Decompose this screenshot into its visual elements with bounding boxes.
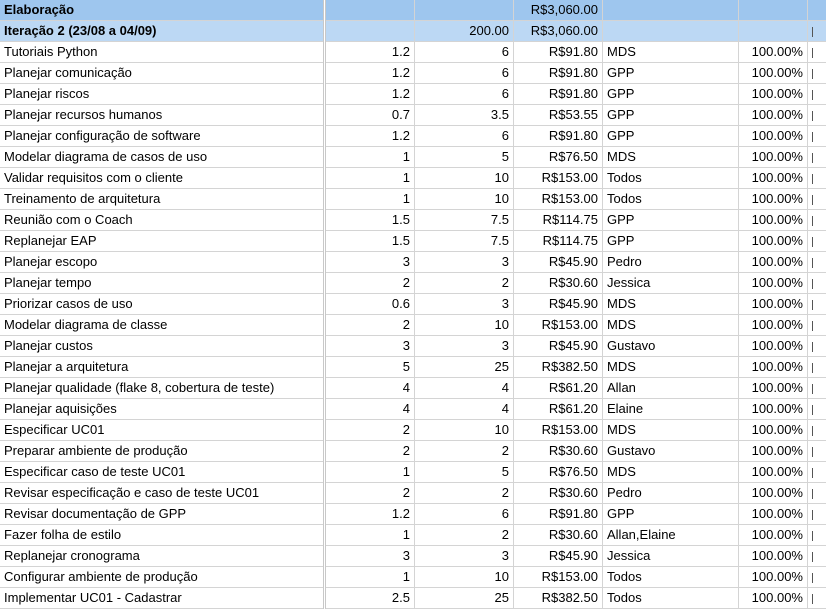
progress-cell[interactable]: 100.00% <box>739 294 808 315</box>
hours-cell[interactable]: 25 <box>415 588 514 609</box>
edge-cell[interactable] <box>808 504 826 525</box>
progress-cell[interactable]: 100.00% <box>739 420 808 441</box>
task-row <box>0 42 826 63</box>
hours-cell[interactable]: 10 <box>415 315 514 336</box>
assignee-cell[interactable]: Elaine <box>603 399 739 420</box>
edge-cell[interactable] <box>808 378 826 399</box>
edge-cell[interactable] <box>808 231 826 252</box>
iteration-label-cell[interactable]: Iteração 2 (23/08 a 04/09) <box>0 21 325 42</box>
cost-cell[interactable]: R$30.60 <box>514 441 603 462</box>
hours-cell[interactable]: 3 <box>415 546 514 567</box>
edge-cell[interactable] <box>808 147 826 168</box>
task-row <box>0 588 826 609</box>
assignee-cell[interactable]: GPP <box>603 84 739 105</box>
effort-cell[interactable]: 2 <box>325 483 415 504</box>
hours-cell[interactable]: 2 <box>415 273 514 294</box>
cost-cell[interactable]: R$91.80 <box>514 84 603 105</box>
effort-cell[interactable]: 3 <box>325 336 415 357</box>
task-name-cell[interactable]: Modelar diagrama de classe <box>0 315 325 336</box>
assignee-cell[interactable]: Todos <box>603 567 739 588</box>
cost-cell[interactable]: R$76.50 <box>514 147 603 168</box>
assignee-cell[interactable]: Gustavo <box>603 336 739 357</box>
progress-cell[interactable]: 100.00% <box>739 63 808 84</box>
progress-cell[interactable]: 100.00% <box>739 252 808 273</box>
effort-cell[interactable]: 2 <box>325 315 415 336</box>
assignee-cell[interactable]: GPP <box>603 231 739 252</box>
edge-cell[interactable] <box>808 546 826 567</box>
cell-edge-marker <box>812 573 813 583</box>
assignee-cell[interactable]: Todos <box>603 588 739 609</box>
task-name-cell[interactable]: Reunião com o Coach <box>0 210 325 231</box>
cell-edge-marker <box>812 342 813 352</box>
task-name-cell[interactable]: Planejar a arquitetura <box>0 357 325 378</box>
cell-edge-marker <box>812 321 813 331</box>
cell-edge-marker <box>812 531 813 541</box>
task-row <box>0 504 826 525</box>
cost-cell[interactable]: R$45.90 <box>514 546 603 567</box>
task-row <box>0 462 826 483</box>
effort-cell[interactable]: 1 <box>325 189 415 210</box>
effort-cell[interactable]: 1 <box>325 147 415 168</box>
hours-cell[interactable]: 4 <box>415 378 514 399</box>
hours-cell[interactable]: 6 <box>415 126 514 147</box>
progress-cell[interactable]: 100.00% <box>739 483 808 504</box>
edge-cell[interactable] <box>808 273 826 294</box>
hours-cell[interactable]: 10 <box>415 567 514 588</box>
task-row <box>0 168 826 189</box>
cell-edge-marker <box>812 510 813 520</box>
cost-cell[interactable]: R$153.00 <box>514 420 603 441</box>
hours-cell[interactable]: 2 <box>415 525 514 546</box>
empty-cell[interactable] <box>808 0 826 21</box>
progress-cell[interactable]: 100.00% <box>739 546 808 567</box>
task-name-cell[interactable]: Implementar UC01 - Cadastrar <box>0 588 325 609</box>
cost-cell[interactable]: R$45.90 <box>514 336 603 357</box>
phase-label-cell[interactable]: Elaboração <box>0 0 325 21</box>
edge-cell[interactable] <box>808 357 826 378</box>
cost-cell[interactable]: R$91.80 <box>514 126 603 147</box>
task-row <box>0 567 826 588</box>
edge-cell[interactable] <box>808 525 826 546</box>
task-row <box>0 441 826 462</box>
edge-cell[interactable] <box>808 441 826 462</box>
progress-cell[interactable]: 100.00% <box>739 504 808 525</box>
task-name-cell[interactable]: Revisar documentação de GPP <box>0 504 325 525</box>
edge-cell[interactable] <box>808 105 826 126</box>
task-name-cell[interactable]: Tutoriais Python <box>0 42 325 63</box>
cell-edge-marker <box>812 195 813 205</box>
progress-cell[interactable]: 100.00% <box>739 210 808 231</box>
assignee-cell[interactable]: MDS <box>603 462 739 483</box>
cost-cell[interactable]: R$45.90 <box>514 294 603 315</box>
edge-cell[interactable] <box>808 168 826 189</box>
empty-cell[interactable] <box>325 21 415 42</box>
assignee-cell[interactable]: Pedro <box>603 483 739 504</box>
empty-cell[interactable] <box>603 21 739 42</box>
effort-cell[interactable]: 5 <box>325 357 415 378</box>
task-row <box>0 63 826 84</box>
task-name-cell[interactable]: Validar requisitos com o cliente <box>0 168 325 189</box>
task-name-cell[interactable]: Planejar comunicação <box>0 63 325 84</box>
cell-edge-marker <box>812 468 813 478</box>
hours-cell[interactable]: 6 <box>415 84 514 105</box>
cost-cell[interactable]: R$30.60 <box>514 525 603 546</box>
task-name-cell[interactable]: Priorizar casos de uso <box>0 294 325 315</box>
edge-cell[interactable] <box>808 462 826 483</box>
iteration-total-cell[interactable]: R$3,060.00 <box>514 21 603 42</box>
cost-cell[interactable]: R$91.80 <box>514 42 603 63</box>
effort-cell[interactable]: 1.2 <box>325 504 415 525</box>
assignee-cell[interactable]: GPP <box>603 210 739 231</box>
task-name-cell[interactable]: Replanejar cronograma <box>0 546 325 567</box>
cell-edge-marker <box>812 384 813 394</box>
effort-cell[interactable]: 0.7 <box>325 105 415 126</box>
task-row <box>0 420 826 441</box>
task-row <box>0 336 826 357</box>
effort-cell[interactable]: 4 <box>325 399 415 420</box>
effort-cell[interactable]: 1 <box>325 525 415 546</box>
edge-cell[interactable] <box>808 84 826 105</box>
assignee-cell[interactable]: Jessica <box>603 546 739 567</box>
hours-cell[interactable]: 6 <box>415 63 514 84</box>
task-name-cell[interactable]: Planejar tempo <box>0 273 325 294</box>
empty-cell[interactable] <box>325 0 415 21</box>
task-row <box>0 315 826 336</box>
progress-cell[interactable]: 100.00% <box>739 588 808 609</box>
cost-cell[interactable]: R$30.60 <box>514 273 603 294</box>
assignee-cell[interactable]: MDS <box>603 147 739 168</box>
assignee-cell[interactable]: Todos <box>603 189 739 210</box>
edge-cell[interactable] <box>808 336 826 357</box>
assignee-cell[interactable]: MDS <box>603 294 739 315</box>
task-name-cell[interactable]: Planejar qualidade (flake 8, cobertura de teste) <box>0 378 325 399</box>
task-name-cell[interactable]: Planejar aquisições <box>0 399 325 420</box>
task-row <box>0 147 826 168</box>
cell-edge-marker <box>812 552 813 562</box>
edge-cell[interactable] <box>808 189 826 210</box>
progress-cell[interactable]: 100.00% <box>739 399 808 420</box>
cost-cell[interactable]: R$153.00 <box>514 567 603 588</box>
cost-cell[interactable]: R$114.75 <box>514 231 603 252</box>
progress-cell[interactable]: 100.00% <box>739 336 808 357</box>
hours-cell[interactable]: 3 <box>415 336 514 357</box>
hours-cell[interactable]: 5 <box>415 147 514 168</box>
cost-cell[interactable]: R$91.80 <box>514 504 603 525</box>
hours-cell[interactable]: 3 <box>415 252 514 273</box>
cell-edge-marker <box>812 489 813 499</box>
iteration-hours-cell[interactable]: 200.00 <box>415 21 514 42</box>
assignee-cell[interactable]: Jessica <box>603 273 739 294</box>
task-name-cell[interactable]: Planejar riscos <box>0 84 325 105</box>
empty-cell[interactable] <box>739 21 808 42</box>
hours-cell[interactable]: 5 <box>415 462 514 483</box>
progress-cell[interactable]: 100.00% <box>739 189 808 210</box>
effort-cell[interactable]: 4 <box>325 378 415 399</box>
task-name-cell[interactable]: Treinamento de arquitetura <box>0 189 325 210</box>
progress-cell[interactable]: 100.00% <box>739 315 808 336</box>
progress-cell[interactable]: 100.00% <box>739 378 808 399</box>
cost-cell[interactable]: R$382.50 <box>514 588 603 609</box>
phase-row <box>0 0 826 21</box>
hours-cell[interactable]: 6 <box>415 42 514 63</box>
progress-cell[interactable]: 100.00% <box>739 147 808 168</box>
edge-cell[interactable] <box>808 294 826 315</box>
task-row <box>0 210 826 231</box>
cost-cell[interactable]: R$45.90 <box>514 252 603 273</box>
progress-cell[interactable]: 100.00% <box>739 567 808 588</box>
effort-cell[interactable]: 1.2 <box>325 42 415 63</box>
progress-cell[interactable]: 100.00% <box>739 126 808 147</box>
cost-cell[interactable]: R$91.80 <box>514 63 603 84</box>
cell-edge-marker <box>812 447 813 457</box>
cell-edge-marker <box>812 90 813 100</box>
hours-cell[interactable]: 4 <box>415 399 514 420</box>
cell-edge-marker <box>812 426 813 436</box>
cost-cell[interactable]: R$382.50 <box>514 357 603 378</box>
cell-edge-marker <box>812 174 813 184</box>
progress-cell[interactable]: 100.00% <box>739 84 808 105</box>
task-row <box>0 525 826 546</box>
effort-cell[interactable]: 2 <box>325 273 415 294</box>
cost-cell[interactable]: R$61.20 <box>514 399 603 420</box>
task-name-cell[interactable]: Modelar diagrama de casos de uso <box>0 147 325 168</box>
effort-cell[interactable]: 2 <box>325 441 415 462</box>
cell-edge-marker <box>812 132 813 142</box>
assignee-cell[interactable]: Todos <box>603 168 739 189</box>
task-row <box>0 189 826 210</box>
effort-cell[interactable]: 1.2 <box>325 126 415 147</box>
hours-cell[interactable]: 10 <box>415 420 514 441</box>
effort-cell[interactable]: 1.5 <box>325 210 415 231</box>
assignee-cell[interactable]: GPP <box>603 126 739 147</box>
assignee-cell[interactable]: MDS <box>603 420 739 441</box>
cell-edge-marker <box>812 405 813 415</box>
hours-cell[interactable]: 7.5 <box>415 210 514 231</box>
hours-cell[interactable]: 6 <box>415 504 514 525</box>
assignee-cell[interactable]: Allan <box>603 378 739 399</box>
effort-cell[interactable]: 0.6 <box>325 294 415 315</box>
progress-cell[interactable]: 100.00% <box>739 525 808 546</box>
cell-edge-marker <box>812 48 813 58</box>
cost-cell[interactable]: R$153.00 <box>514 168 603 189</box>
progress-cell[interactable]: 100.00% <box>739 462 808 483</box>
task-name-cell[interactable]: Planejar configuração de software <box>0 126 325 147</box>
cell-edge-marker <box>812 216 813 226</box>
task-row <box>0 546 826 567</box>
progress-cell[interactable]: 100.00% <box>739 42 808 63</box>
cell-edge-marker <box>812 279 813 289</box>
assignee-cell[interactable]: Pedro <box>603 252 739 273</box>
task-row <box>0 126 826 147</box>
cell-edge-marker <box>812 300 813 310</box>
task-row <box>0 84 826 105</box>
hours-cell[interactable]: 7.5 <box>415 231 514 252</box>
cell-edge-marker <box>812 153 813 163</box>
edge-cell[interactable] <box>808 399 826 420</box>
effort-cell[interactable]: 3 <box>325 546 415 567</box>
hours-cell[interactable]: 2 <box>415 483 514 504</box>
task-name-cell[interactable]: Fazer folha de estilo <box>0 525 325 546</box>
task-name-cell[interactable]: Planejar escopo <box>0 252 325 273</box>
hours-cell[interactable]: 2 <box>415 441 514 462</box>
cost-cell[interactable]: R$114.75 <box>514 210 603 231</box>
cost-cell[interactable]: R$153.00 <box>514 189 603 210</box>
progress-cell[interactable]: 100.00% <box>739 168 808 189</box>
assignee-cell[interactable]: GPP <box>603 504 739 525</box>
cost-cell[interactable]: R$30.60 <box>514 483 603 504</box>
assignee-cell[interactable]: GPP <box>603 63 739 84</box>
progress-cell[interactable]: 100.00% <box>739 273 808 294</box>
task-name-cell[interactable]: Especificar UC01 <box>0 420 325 441</box>
hours-cell[interactable]: 10 <box>415 168 514 189</box>
cost-cell[interactable]: R$153.00 <box>514 315 603 336</box>
progress-cell[interactable]: 100.00% <box>739 105 808 126</box>
task-row <box>0 273 826 294</box>
progress-cell[interactable]: 100.00% <box>739 231 808 252</box>
task-row <box>0 105 826 126</box>
phase-total-cell[interactable]: R$3,060.00 <box>514 0 603 21</box>
edge-cell[interactable] <box>808 42 826 63</box>
cell-edge-marker <box>812 111 813 121</box>
task-row <box>0 357 826 378</box>
edge-cell[interactable] <box>808 588 826 609</box>
effort-cell[interactable]: 1 <box>325 567 415 588</box>
edge-cell[interactable] <box>808 210 826 231</box>
cell-edge-marker <box>812 258 813 268</box>
effort-cell[interactable]: 1.2 <box>325 84 415 105</box>
empty-cell[interactable] <box>415 0 514 21</box>
hours-cell[interactable]: 10 <box>415 189 514 210</box>
task-name-cell[interactable]: Especificar caso de teste UC01 <box>0 462 325 483</box>
task-row <box>0 252 826 273</box>
assignee-cell[interactable]: Gustavo <box>603 441 739 462</box>
empty-cell[interactable] <box>739 0 808 21</box>
hours-cell[interactable]: 25 <box>415 357 514 378</box>
task-row <box>0 294 826 315</box>
edge-cell[interactable] <box>808 567 826 588</box>
hours-cell[interactable]: 3 <box>415 294 514 315</box>
task-name-cell[interactable]: Configurar ambiente de produção <box>0 567 325 588</box>
cell-edge-marker <box>812 363 813 373</box>
hours-cell[interactable]: 3.5 <box>415 105 514 126</box>
task-name-cell[interactable]: Planejar custos <box>0 336 325 357</box>
edge-cell[interactable] <box>808 126 826 147</box>
effort-cell[interactable]: 1.2 <box>325 63 415 84</box>
task-row <box>0 483 826 504</box>
effort-cell[interactable]: 2.5 <box>325 588 415 609</box>
assignee-cell[interactable]: Allan,Elaine <box>603 525 739 546</box>
effort-cell[interactable]: 2 <box>325 420 415 441</box>
effort-cell[interactable]: 1.5 <box>325 231 415 252</box>
empty-cell[interactable] <box>603 0 739 21</box>
edge-cell[interactable] <box>808 63 826 84</box>
cell-edge-marker <box>812 594 813 604</box>
edge-cell[interactable] <box>808 483 826 504</box>
cost-cell[interactable]: R$76.50 <box>514 462 603 483</box>
task-row <box>0 399 826 420</box>
task-name-cell[interactable]: Planejar recursos humanos <box>0 105 325 126</box>
task-row <box>0 378 826 399</box>
assignee-cell[interactable]: MDS <box>603 315 739 336</box>
edge-cell[interactable] <box>808 252 826 273</box>
edge-cell[interactable] <box>808 420 826 441</box>
edge-cell[interactable] <box>808 315 826 336</box>
cost-cell[interactable]: R$61.20 <box>514 378 603 399</box>
cell-edge-marker <box>812 27 813 37</box>
assignee-cell[interactable]: MDS <box>603 42 739 63</box>
task-name-cell[interactable]: Revisar especificação e caso de teste UC01 <box>0 483 325 504</box>
assignee-cell[interactable]: GPP <box>603 105 739 126</box>
progress-cell[interactable]: 100.00% <box>739 441 808 462</box>
cell-edge-marker <box>812 69 813 79</box>
task-row <box>0 231 826 252</box>
edge-cell[interactable] <box>808 21 826 42</box>
progress-cell[interactable]: 100.00% <box>739 357 808 378</box>
iteration-row <box>0 21 826 42</box>
cost-cell[interactable]: R$53.55 <box>514 105 603 126</box>
task-name-cell[interactable]: Replanejar EAP <box>0 231 325 252</box>
effort-cell[interactable]: 1 <box>325 462 415 483</box>
effort-cell[interactable]: 3 <box>325 252 415 273</box>
cell-edge-marker <box>812 237 813 247</box>
assignee-cell[interactable]: MDS <box>603 357 739 378</box>
effort-cell[interactable]: 1 <box>325 168 415 189</box>
task-name-cell[interactable]: Preparar ambiente de produção <box>0 441 325 462</box>
